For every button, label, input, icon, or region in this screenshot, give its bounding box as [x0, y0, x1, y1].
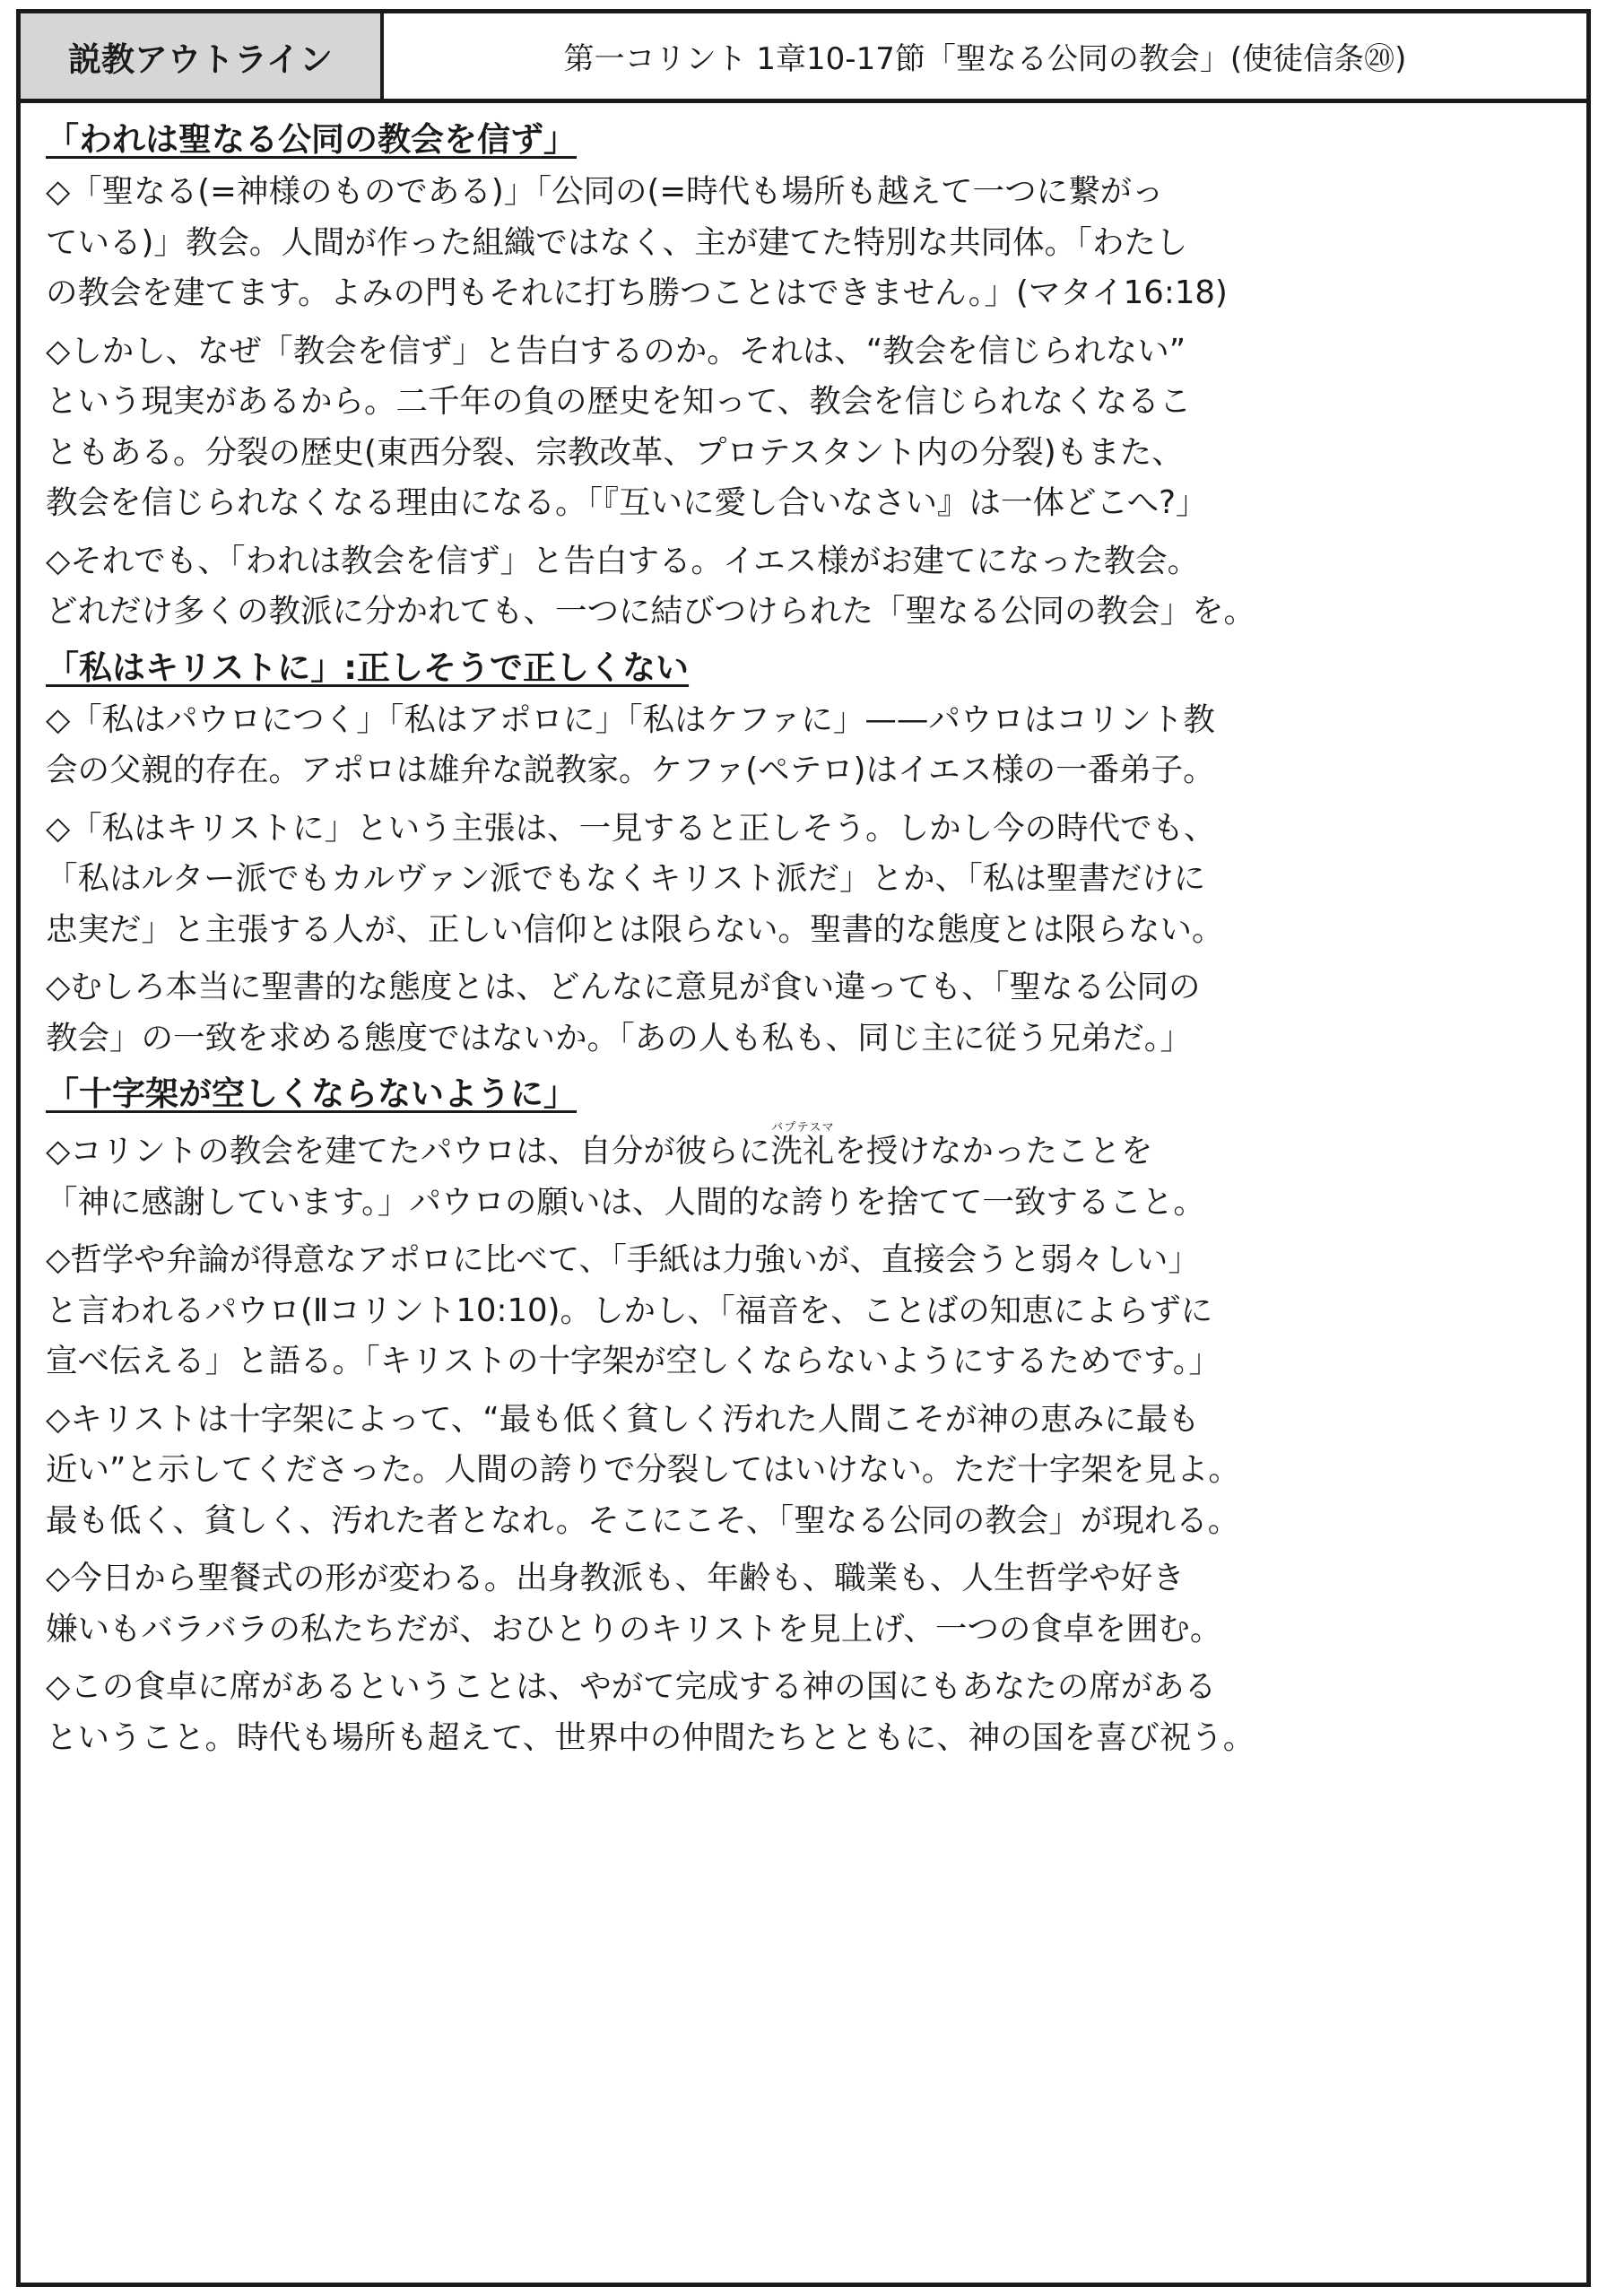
ruby-reading: バプテスマ — [770, 1121, 835, 1135]
text-line: ◇それでも、「われは教会を信ず」と告白する。イエス様がお建てになった教会。 — [46, 542, 1200, 579]
paragraph — [46, 167, 1534, 319]
text-line: の教会を建てます。よみの門もそれに打ち勝つことはできません。」(マタイ16:18) — [46, 274, 1228, 311]
text-line: 教会を信じられなくなる理由になる。「『互いに愛し合いなさい』は一体どこへ?」 — [46, 484, 1208, 521]
section-1 — [46, 117, 1534, 638]
paragraph — [46, 1553, 1534, 1655]
text-line: 嫌いもバラバラの私たちだが、おひとりのキリストを見上げ、一つの食卓を囲む。 — [46, 1610, 1222, 1648]
text-line: 忠実だ」と主張する人が、正しい信仰とは限らない。聖書的な態度とは限らない。 — [46, 910, 1224, 948]
paragraph — [46, 1662, 1534, 1763]
text-line: 宣べ伝える」と語る。「キリストの十字架が空しくならないようにするためです。」 — [46, 1343, 1220, 1379]
text-line: ◇「私はパウロにつく」「私はアポロに」「私はケファに」——パウロはコリント教 — [46, 700, 1215, 738]
sermon-title: 第一コリント 1章10-17節「聖なる公同の教会」(使徒信条⑳) — [563, 41, 1407, 77]
header-bar — [21, 13, 1586, 103]
text-line: ◇むしろ本当に聖書的な態度とは、どんなに意見が食い違っても、「聖なる公同の — [46, 969, 1201, 1005]
section-heading: 「私はキリストに」:正しそうで正しくない — [46, 648, 690, 687]
section-3 — [46, 1071, 1534, 1763]
text-line: という現実があるから。二千年の負の歴史を知って、教会を信じられなくなるこ — [46, 383, 1192, 420]
text-line: ◇しかし、なぜ「教会を信ず」と告白するのか。それは、“教会を信じられない” — [46, 332, 1186, 370]
text-line: 「神に感謝しています。」パウロの願いは、人間的な誇りを捨てて一致すること。 — [46, 1183, 1205, 1221]
text-line: ◇「聖なる(=神様のものである)」「公同の(=時代も場所も越えて一つに繋がっ — [46, 173, 1164, 210]
text-segment: ◇コリントの教会を建てたパウロは、自分が彼らに — [46, 1133, 771, 1170]
text-line: ◇この食卓に席があるということは、やがて完成する神の国にもあなたの席がある — [46, 1668, 1217, 1705]
paragraph — [46, 962, 1534, 1064]
paragraph — [46, 1395, 1534, 1547]
text-segment: を授けなかったことを — [834, 1133, 1153, 1170]
text-line: ◇今日から聖餐式の形が変わる。出身教派も、年齢も、職業も、人生哲学や好き — [46, 1560, 1185, 1596]
section-heading: 「十字架が空しくならないように」 — [46, 1074, 577, 1113]
section-2 — [46, 645, 1534, 1065]
paragraph — [46, 695, 1534, 796]
section-heading: 「われは聖なる公同の教会を信ず」 — [46, 120, 577, 159]
text-line: ◇哲学や弁論が得意なアポロに比べて、「手紙は力強いが、直接会うと弱々しい」 — [46, 1241, 1200, 1278]
text-line: 会の父親的存在。アポロは雄弁な説教家。ケファ(ペテロ)はイエス様の一番弟子。 — [46, 752, 1215, 788]
text-line: ている)」教会。人間が作った組織ではなく、主が建てた特別な共同体。「わたし — [46, 223, 1188, 261]
paragraph — [46, 1121, 1534, 1228]
text-line: ともある。分裂の歴史(東西分裂、宗教改革、プロテスタント内の分裂)もまた、 — [46, 433, 1184, 471]
paragraph — [46, 536, 1534, 638]
text-line: 教会」の一致を求める態度ではないか。「あの人も私も、同じ主に従う兄弟だ。」 — [46, 1019, 1193, 1057]
text-line: 「私はルター派でもカルヴァン派でもなくキリスト派だ」とか、「私は聖書だけに — [46, 860, 1206, 897]
text-line: どれだけ多くの教派に分かれても、一つに結びつけられた「聖なる公同の教会」を。 — [46, 593, 1256, 630]
text-line — [46, 1121, 1534, 1178]
ruby-annotation — [770, 1121, 835, 1170]
outline-content — [46, 117, 1534, 1770]
text-line: ◇キリストは十字架によって、“最も低く貧しく汚れた人間こそが神の恵みに最も — [46, 1400, 1200, 1438]
header-label: 説教アウトライン — [21, 13, 384, 99]
paragraph — [46, 804, 1534, 956]
paragraph — [46, 326, 1534, 529]
text-line: ◇「私はキリストに」という主張は、一見すると正しそう。しかし今の時代でも、 — [46, 809, 1216, 847]
ruby-base: 洗礼 — [770, 1133, 835, 1170]
paragraph — [46, 1235, 1534, 1387]
text-line: と言われるパウロ(Ⅱコリント10:10)。しかし、「福音を、ことばの知恵によらずに — [46, 1292, 1213, 1329]
text-line: 近い”と示してくださった。人間の誇りで分裂してはいけない。ただ十字架を見よ。 — [46, 1451, 1240, 1488]
text-line: 最も低く、貧しく、汚れた者となれ。そこにこそ、「聖なる公同の教会」が現れる。 — [46, 1501, 1240, 1539]
text-line: ということ。時代も場所も超えて、世界中の仲間たちとともに、神の国を喜び祝う。 — [46, 1718, 1255, 1756]
